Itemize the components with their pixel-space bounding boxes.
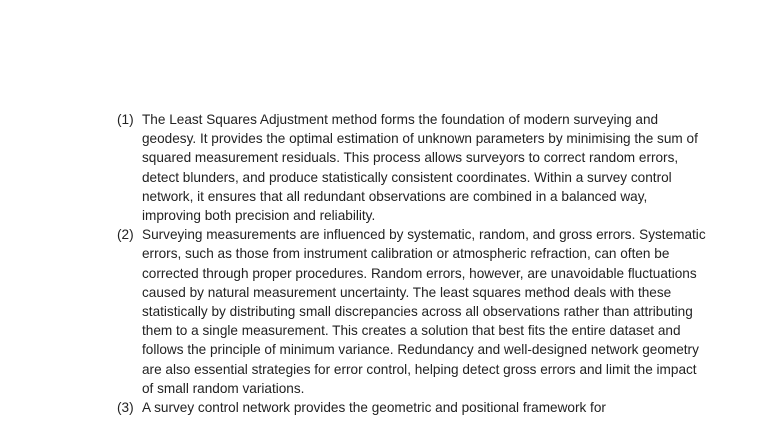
list-item	[117, 110, 707, 225]
list-item	[117, 398, 707, 417]
list-item-number: (2)	[117, 227, 134, 243]
list-item-text: The Least Squares Adjustment method forms the foundation of modern surveying and geodesy. It provides the optimal estimation of unknown parameters by minimising the sum of squared measurement residuals. This process allows surveyors to correct random errors, detect blunders, and produce statistically consistent coordinates. Within a survey control network, it ensures that all redundant observations are combined in a balanced way, improving both precision and reliability.	[142, 112, 698, 224]
list-item-number: (1)	[117, 112, 134, 127]
list-item-number: (3)	[117, 400, 134, 416]
list-item-text: Surveying measurements are influenced by systematic, random, and gross errors. Systematic errors, such as those from instrument calibration or atmospheric refraction, can often be corrected through proper procedures. Random errors, however, are unavoidable fluctuations caused by natural measurement uncertainty. The least squares method deals with these statistically by distributing small discrepancies across all observations rather than attributing them to a single measurement. This creates a solution that best fits the entire dataset and follows the principle of minimum variance. Redundancy and well-designed network geometry are also essential strategies for error control, helping detect gross errors and limit the impact of small random variations.	[142, 227, 706, 396]
list-item	[117, 225, 707, 398]
list-item-text: A survey control network provides the geometric and positional framework for	[142, 400, 606, 416]
numbered-paragraph-list	[117, 110, 707, 417]
